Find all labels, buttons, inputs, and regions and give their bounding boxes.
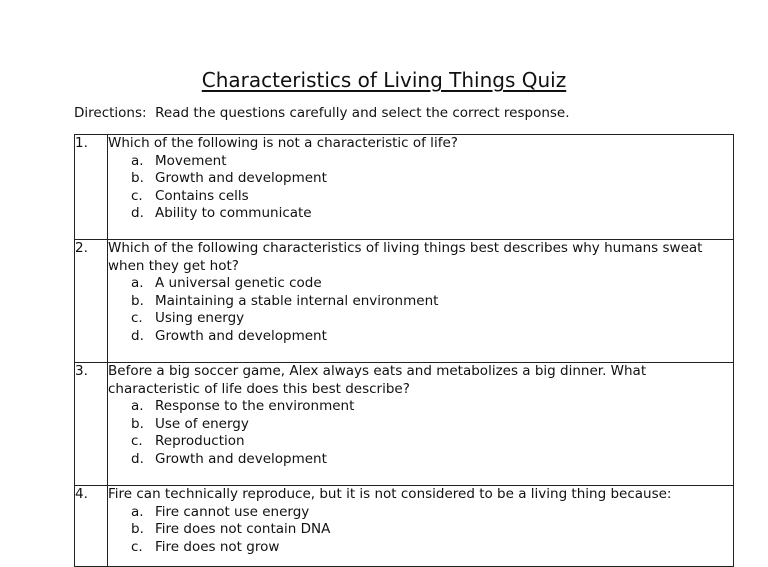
option-text: Fire does not grow bbox=[155, 538, 280, 555]
option-item[interactable] bbox=[131, 293, 733, 311]
option-text: Ability to communicate bbox=[155, 205, 312, 221]
option-text: Growth and development bbox=[155, 450, 327, 467]
question-row bbox=[75, 363, 734, 486]
directions-text: Directions: Read the questions carefully and select the correct response. bbox=[74, 105, 570, 121]
option-list bbox=[108, 398, 733, 468]
option-item[interactable] bbox=[131, 170, 733, 188]
option-item[interactable] bbox=[131, 433, 733, 451]
question-number: 4. bbox=[75, 486, 108, 567]
option-item[interactable] bbox=[131, 539, 733, 557]
option-list bbox=[108, 504, 733, 557]
option-text: Movement bbox=[155, 152, 227, 169]
option-letter: c. bbox=[131, 538, 143, 555]
option-letter: d. bbox=[131, 205, 144, 221]
option-letter: b. bbox=[131, 521, 144, 537]
option-letter: a. bbox=[131, 503, 144, 520]
option-item[interactable] bbox=[131, 188, 733, 206]
option-text: Using energy bbox=[155, 310, 245, 326]
option-letter: b. bbox=[131, 170, 144, 186]
question-cell bbox=[108, 486, 734, 567]
question-text: Fire can technically reproduce, but it is not considered to be a living thing because: bbox=[108, 486, 672, 502]
question-row bbox=[75, 240, 734, 363]
question-text: Before a big soccer game, Alex always eats and metabolizes a big dinner. What characteristic of life does this best describe? bbox=[108, 363, 647, 397]
option-text: Growth and development bbox=[155, 327, 327, 344]
question-cell bbox=[108, 240, 734, 363]
option-letter: d. bbox=[131, 450, 144, 467]
option-letter: c. bbox=[131, 433, 143, 449]
option-letter: a. bbox=[131, 152, 144, 169]
option-text: A universal genetic code bbox=[155, 275, 322, 291]
quiz-table bbox=[74, 134, 734, 567]
option-item[interactable] bbox=[131, 398, 733, 416]
question-cell bbox=[108, 363, 734, 486]
option-item[interactable] bbox=[131, 504, 733, 522]
option-list bbox=[108, 275, 733, 345]
option-text: Contains cells bbox=[155, 187, 249, 204]
page-title: Characteristics of Living Things Quiz bbox=[201, 68, 567, 92]
question-number: 1. bbox=[75, 135, 108, 240]
option-letter: b. bbox=[131, 415, 144, 432]
option-text: Fire cannot use energy bbox=[155, 503, 310, 520]
option-item[interactable] bbox=[131, 310, 733, 328]
option-letter: b. bbox=[131, 292, 144, 309]
option-text: Use of energy bbox=[155, 415, 249, 432]
question-row bbox=[75, 486, 734, 567]
option-letter: d. bbox=[131, 327, 144, 344]
option-text: Growth and development bbox=[155, 170, 327, 186]
option-item[interactable] bbox=[131, 521, 733, 539]
question-number: 2. bbox=[75, 240, 108, 363]
question-text: Which of the following is not a characteristic of life? bbox=[108, 135, 458, 151]
question-text: Which of the following characteristics of living things best describes why humans sweat when they get hot? bbox=[108, 240, 703, 274]
option-text: Fire does not contain DNA bbox=[155, 521, 331, 537]
option-item[interactable] bbox=[131, 153, 733, 171]
option-letter: a. bbox=[131, 275, 144, 291]
option-text: Response to the environment bbox=[155, 398, 355, 414]
option-text: Reproduction bbox=[155, 433, 245, 449]
question-row bbox=[75, 135, 734, 240]
question-cell bbox=[108, 135, 734, 240]
option-list bbox=[108, 153, 733, 223]
option-item[interactable] bbox=[131, 328, 733, 346]
option-letter: a. bbox=[131, 398, 144, 414]
option-text: Maintaining a stable internal environment bbox=[155, 292, 439, 309]
option-letter: c. bbox=[131, 310, 143, 326]
question-number: 3. bbox=[75, 363, 108, 486]
option-letter: c. bbox=[131, 187, 143, 204]
option-item[interactable] bbox=[131, 451, 733, 469]
option-item[interactable] bbox=[131, 416, 733, 434]
option-item[interactable] bbox=[131, 275, 733, 293]
option-item[interactable] bbox=[131, 205, 733, 223]
